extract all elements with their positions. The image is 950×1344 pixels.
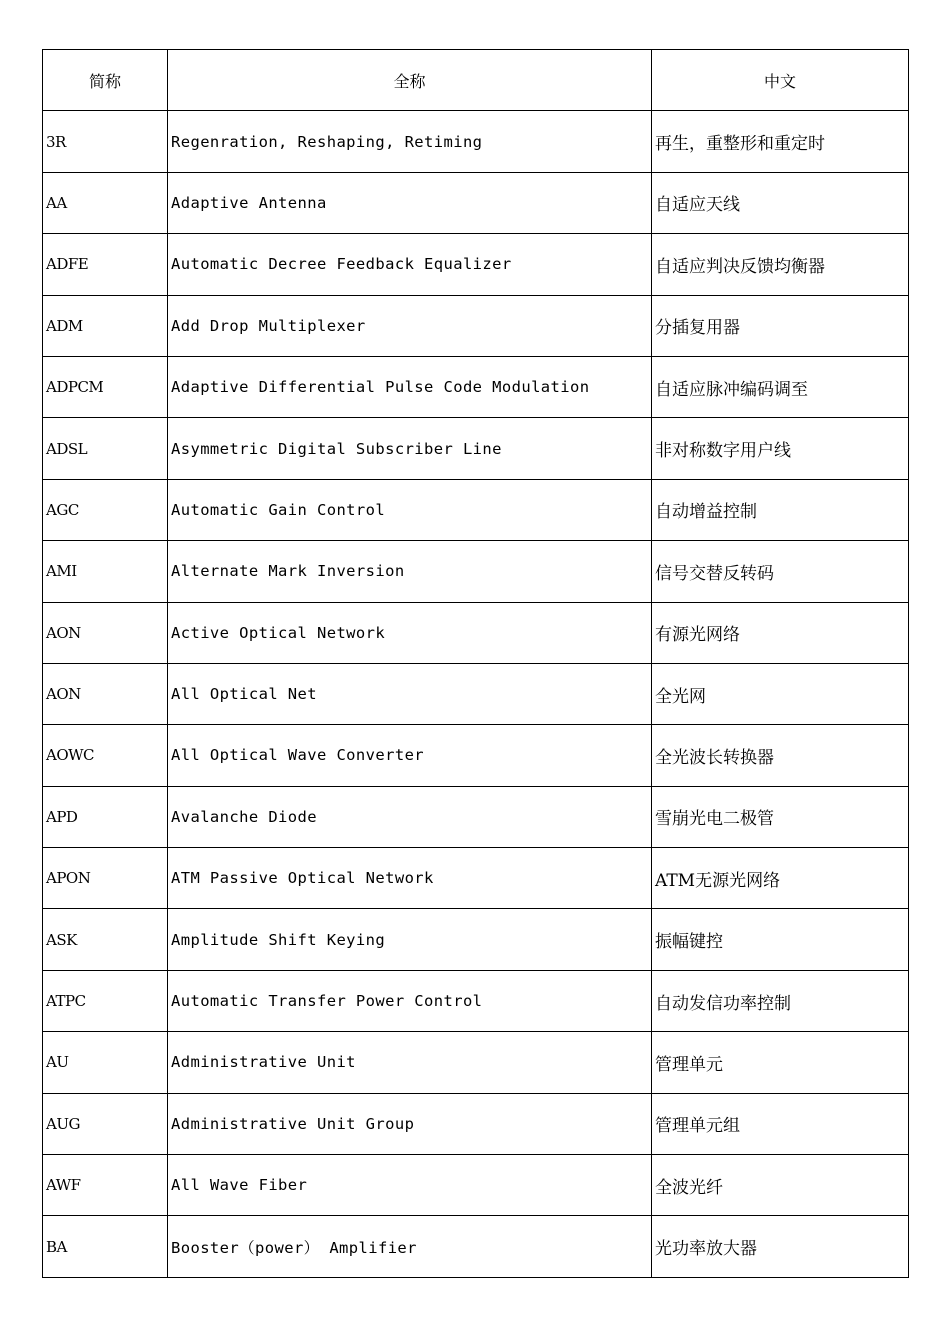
table-row xyxy=(43,1093,909,1154)
cell-abbreviation: AA xyxy=(43,172,168,233)
cell-full-name: Asymmetric Digital Subscriber Line xyxy=(168,418,652,479)
header-abbreviation: 简称 xyxy=(43,50,168,111)
cell-chinese: 全光网 xyxy=(652,663,909,724)
cell-full-name: Active Optical Network xyxy=(168,602,652,663)
table-row xyxy=(43,418,909,479)
cell-full-name: Administrative Unit Group xyxy=(168,1093,652,1154)
cell-abbreviation: ADPCM xyxy=(43,356,168,417)
cell-full-name: Administrative Unit xyxy=(168,1032,652,1093)
table-row xyxy=(43,172,909,233)
cell-abbreviation: APON xyxy=(43,848,168,909)
cell-abbreviation: APD xyxy=(43,786,168,847)
table-row xyxy=(43,1032,909,1093)
header-chinese: 中文 xyxy=(652,50,909,111)
cell-full-name: Adaptive Antenna xyxy=(168,172,652,233)
table-row xyxy=(43,234,909,295)
cell-abbreviation: ASK xyxy=(43,909,168,970)
cell-abbreviation: AOWC xyxy=(43,725,168,786)
cell-abbreviation: AMI xyxy=(43,541,168,602)
cell-full-name: ATM Passive Optical Network xyxy=(168,848,652,909)
cell-abbreviation: ADSL xyxy=(43,418,168,479)
table-row xyxy=(43,356,909,417)
cell-full-name: Automatic Transfer Power Control xyxy=(168,970,652,1031)
cell-chinese: ATM无源光网络 xyxy=(652,848,909,909)
cell-abbreviation: 3R xyxy=(43,111,168,172)
cell-chinese: 自动发信功率控制 xyxy=(652,970,909,1031)
cell-full-name: Automatic Decree Feedback Equalizer xyxy=(168,234,652,295)
table-row xyxy=(43,479,909,540)
cell-chinese: 振幅键控 xyxy=(652,909,909,970)
cell-full-name: Automatic Gain Control xyxy=(168,479,652,540)
table-header xyxy=(43,50,909,111)
cell-full-name: All Optical Wave Converter xyxy=(168,725,652,786)
cell-abbreviation: ADFE xyxy=(43,234,168,295)
cell-abbreviation: BA xyxy=(43,1216,168,1277)
cell-chinese: 管理单元组 xyxy=(652,1093,909,1154)
cell-full-name: All Optical Net xyxy=(168,663,652,724)
header-full-name: 全称 xyxy=(168,50,652,111)
table-row xyxy=(43,848,909,909)
cell-chinese: 全光波长转换器 xyxy=(652,725,909,786)
cell-full-name: Adaptive Differential Pulse Code Modulation xyxy=(168,356,652,417)
cell-full-name: Regenration, Reshaping, Retiming xyxy=(168,111,652,172)
cell-chinese: 光功率放大器 xyxy=(652,1216,909,1277)
cell-full-name: Add Drop Multiplexer xyxy=(168,295,652,356)
cell-chinese: 再生，重整形和重定时 xyxy=(652,111,909,172)
table-row xyxy=(43,111,909,172)
cell-chinese: 全波光纤 xyxy=(652,1155,909,1216)
cell-abbreviation: AON xyxy=(43,602,168,663)
cell-abbreviation: AWF xyxy=(43,1155,168,1216)
table-row xyxy=(43,602,909,663)
cell-chinese: 自适应判决反馈均衡器 xyxy=(652,234,909,295)
cell-full-name: Amplitude Shift Keying xyxy=(168,909,652,970)
cell-abbreviation: ADM xyxy=(43,295,168,356)
cell-full-name: Avalanche Diode xyxy=(168,786,652,847)
table-row xyxy=(43,1155,909,1216)
header-row xyxy=(43,50,909,111)
cell-abbreviation: AU xyxy=(43,1032,168,1093)
table-row xyxy=(43,1216,909,1277)
cell-chinese: 雪崩光电二极管 xyxy=(652,786,909,847)
table-row xyxy=(43,725,909,786)
cell-full-name: Alternate Mark Inversion xyxy=(168,541,652,602)
cell-abbreviation: AUG xyxy=(43,1093,168,1154)
cell-chinese: 分插复用器 xyxy=(652,295,909,356)
cell-abbreviation: AGC xyxy=(43,479,168,540)
cell-chinese: 自适应脉冲编码调至 xyxy=(652,356,909,417)
cell-abbreviation: AON xyxy=(43,663,168,724)
glossary-table xyxy=(42,49,909,1278)
cell-abbreviation: ATPC xyxy=(43,970,168,1031)
table-row xyxy=(43,295,909,356)
table-row xyxy=(43,786,909,847)
table-row xyxy=(43,970,909,1031)
cell-chinese: 非对称数字用户线 xyxy=(652,418,909,479)
cell-chinese: 信号交替反转码 xyxy=(652,541,909,602)
table-row xyxy=(43,909,909,970)
cell-chinese: 有源光网络 xyxy=(652,602,909,663)
table-row xyxy=(43,541,909,602)
cell-full-name: All Wave Fiber xyxy=(168,1155,652,1216)
cell-chinese: 管理单元 xyxy=(652,1032,909,1093)
cell-chinese: 自适应天线 xyxy=(652,172,909,233)
table-row xyxy=(43,663,909,724)
cell-chinese: 自动增益控制 xyxy=(652,479,909,540)
table-body xyxy=(43,111,909,1277)
cell-full-name: Booster（power） Amplifier xyxy=(168,1216,652,1277)
